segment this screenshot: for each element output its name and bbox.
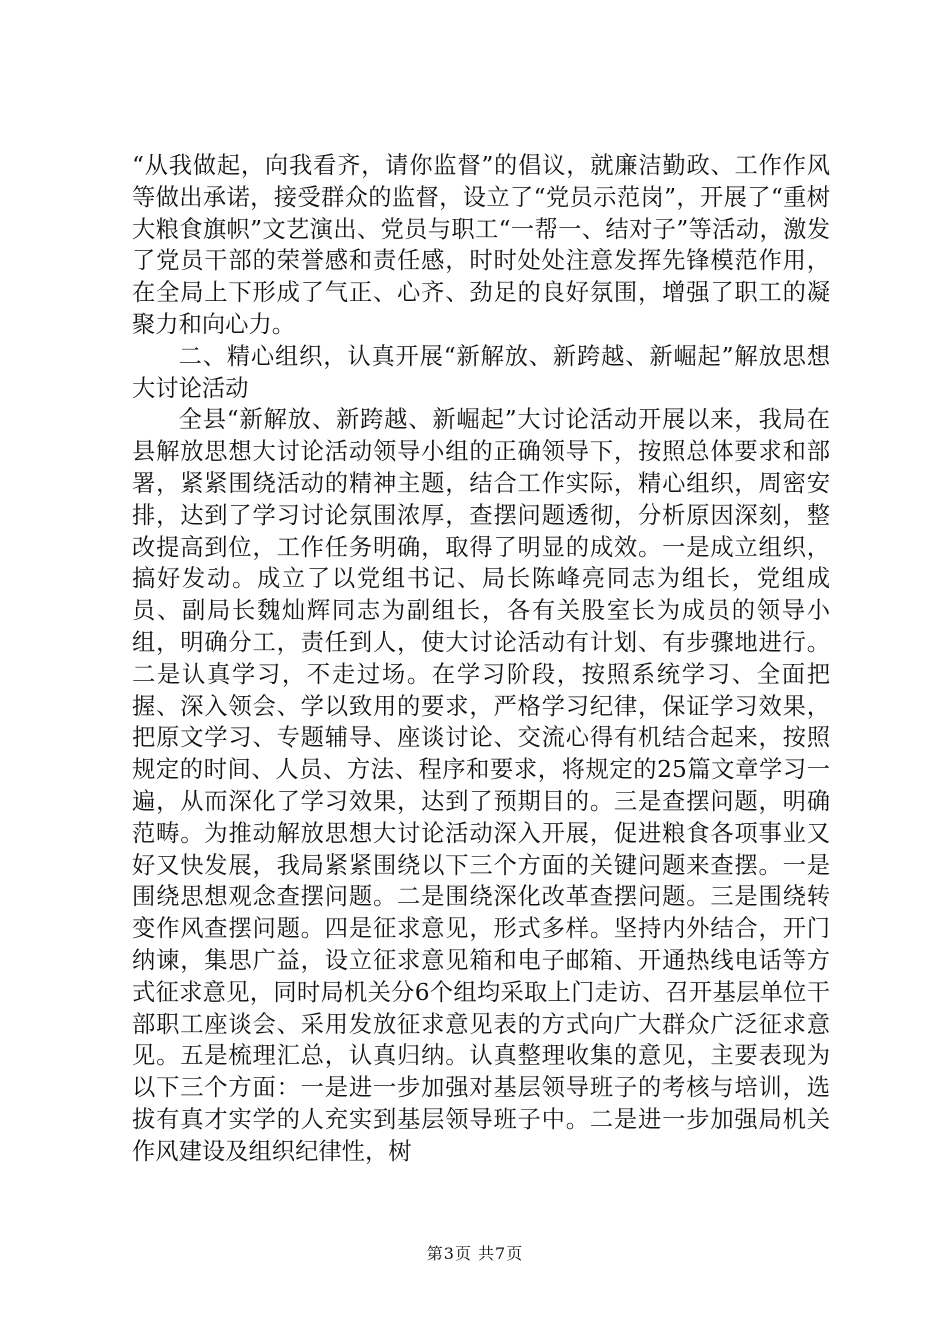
page-footer-number: 第3页 共7页 (426, 1244, 524, 1263)
section-heading: 二、精心组织，认真开展“新解放、新跨越、新崛起”解放思想大讨论活动 (132, 342, 830, 402)
document-body (132, 150, 830, 1168)
paragraph-continuation: “从我做起，向我看齐，请你监督”的倡议，就廉洁勤政、工作作风等做出承诺，接受群众的监督，设立了“党员示范岗”，开展了“重树大粮食旗帜”文艺演出、党员与职工“一帮一、结对子”等活动，激发了党员干部的荣誉感和责任感，时时处处注意发挥先锋模范作用，在全局上下形成了气正、心齐、劲足的良好氛围，增强了职工的凝聚力和向心力。 (132, 152, 830, 338)
paragraph-main-body: 全县“新解放、新跨越、新崛起”大讨论活动开展以来，我局在县解放思想大讨论活动领导小组的正确领导下，按照总体要求和部署，紧紧围绕活动的精神主题，结合工作实际，精心组织，周密安排，达到了学习讨论氛围浓厚，查摆问题透彻，分析原因深刻，整改提高到位，工作任务明确，取得了明显的成效。一是成立组织，搞好发动。成立了以党组书记、局长陈峰亮同志为组长，党组成员、副局长魏灿辉同志为副组长，各有关股室长为成员的领导小组，明确分工，责任到人，使大讨论活动有计划、有步骤地进行。二是认真学习，不走过场。在学习阶段，按照系统学习、全面把握、深入领会、学以致用的要求，严格学习纪律，保证学习效果，把原文学习、专题辅导、座谈讨论、交流心得有机结合起来，按照规定的时间、人员、方法、程序和要求，将规定的25篇文章学习一遍，从而深化了学习效果，达到了预期目的。三是查摆问题，明确范畴。为推动解放思想大讨论活动深入开展，促进粮食各项事业又好又快发展，我局紧紧围绕以下三个方面的关键问题来查摆。一是围绕思想观念查摆问题。二是围绕深化改革查摆问题。三是围绕转变作风查摆问题。四是征求意见，形式多样。坚持内外结合，开门纳谏，集思广益，设立征求意见箱和电子邮箱、开通热线电话等方式征求意见，同时局机关分6个组均采取上门走访、召开基层单位干部职工座谈会、采用发放征求意见表的方式向广大群众广泛征求意见。五是梳理汇总，认真归纳。认真整理收集的意见，主要表现为以下三个方面：一是进一步加强对基层领导班子的考核与培训，选拔有真才实学的人充实到基层领导班子中。二是进一步加强局机关作风建设及组织纪律性，树 (132, 406, 830, 1165)
